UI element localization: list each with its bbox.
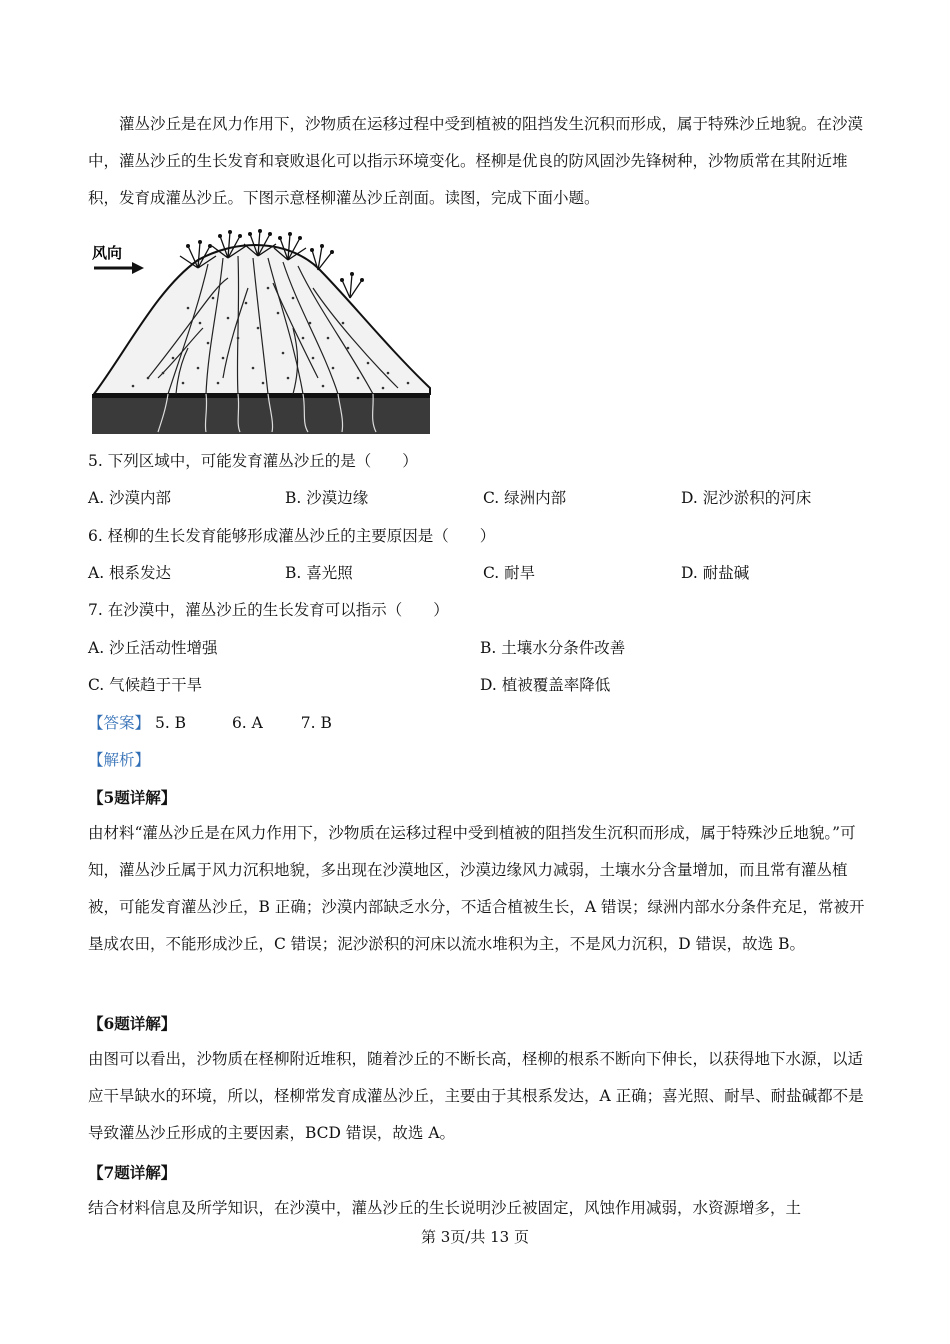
answer-label: 【答案】 — [88, 714, 151, 732]
question-6-stem: 6. 柽柳的生长发育能够形成灌丛沙丘的主要原因是（ ） — [88, 527, 496, 545]
question-5-option-d: D. 泥沙淤积的河床 — [681, 489, 812, 507]
detail-7-title: 【7题详解】 — [88, 1163, 177, 1182]
question-6-option-c: C. 耐旱 — [483, 564, 536, 582]
question-6-option-d: D. 耐盐碱 — [681, 564, 750, 582]
question-5-option-b: B. 沙漠边缘 — [285, 489, 369, 507]
nebkha-diagram — [88, 228, 438, 438]
question-6-option-a: A. 根系发达 — [88, 564, 172, 582]
question-7-option-c: C. 气候趋于干旱 — [88, 676, 203, 694]
wind-label: 风向 — [92, 244, 123, 262]
answer-7: 7. B — [300, 714, 332, 732]
question-5-stem: 5. 下列区域中，可能发育灌丛沙丘的是（ ） — [88, 452, 418, 470]
question-7-option-a: A. 沙丘活动性增强 — [88, 639, 218, 657]
detail-6-title: 【6题详解】 — [88, 1014, 177, 1033]
answer-5: 5. B — [154, 714, 187, 732]
question-5-option-c: C. 绿洲内部 — [483, 489, 567, 507]
ground-layer — [92, 394, 430, 434]
detail-5-title: 【5题详解】 — [88, 788, 177, 807]
question-5-option-a: A. 沙漠内部 — [88, 489, 172, 507]
dune-body — [94, 245, 430, 394]
question-7-option-b: B. 土壤水分条件改善 — [480, 639, 626, 657]
question-7-option-d: D. 植被覆盖率降低 — [480, 676, 611, 694]
intro-paragraph: 灌丛沙丘是在风力作用下，沙物质在运移过程中受到植被的阻挡发生沉积而形成，属于特殊沙丘地貌。在沙漠中，灌丛沙丘的生长发育和衰败退化可以指示环境变化。柽柳是优良的防风固沙先锋树种，沙物质常在其附近堆积，发育成灌丛沙丘。下图示意柽柳灌丛沙丘剖面。读图，完成下面小题。 — [88, 115, 864, 207]
detail-7-text: 结合材料信息及所学知识，在沙漠中，灌丛沙丘的生长说明沙丘被固定，风蚀作用减弱，水资源增多，土 — [88, 1199, 802, 1217]
nebkha-profile-figure — [88, 228, 438, 438]
wind-arrow-head — [132, 262, 144, 274]
answer-row — [88, 712, 332, 734]
detail-6-text: 由图可以看出，沙物质在柽柳附近堆积，随着沙丘的不断长高，柽柳的根系不断向下伸长，以获得地下水源，以适应干旱缺水的环境，所以，柽柳常发育成灌丛沙丘，主要由于其根系发达，A 正确；喜光照、耐旱、耐盐碱都不是导致灌丛沙丘形成的主要因素，BCD 错误，故选 A。 — [88, 1050, 864, 1142]
page-footer: 第 3页/共 13 页 — [421, 1228, 529, 1246]
analysis-label: 【解析】 — [88, 751, 151, 769]
answer-6: 6. A — [231, 714, 263, 732]
question-7-stem: 7. 在沙漠中，灌丛沙丘的生长发育可以指示（ ） — [88, 601, 449, 619]
detail-5-text: 由材料“灌丛沙丘是在风力作用下，沙物质在运移过程中受到植被的阻挡发生沉积而形成，属于特殊沙丘地貌。”可知，灌丛沙丘属于风力沉积地貌，多出现在沙漠地区，沙漠边缘风力减弱，土壤水分含量增加，而且常有灌丛植被，可能发育灌丛沙丘，B 正确；沙漠内部缺乏水分，不适合植被生长，A 错误；绿洲内部水分条件充足，常被开垦成农田，不能形成沙丘，C 错误；泥沙淤积的河床以流水堆积为主，不是风力沉积，D 错误，故选 B。 — [88, 824, 865, 953]
question-6-option-b: B. 喜光照 — [285, 564, 353, 582]
